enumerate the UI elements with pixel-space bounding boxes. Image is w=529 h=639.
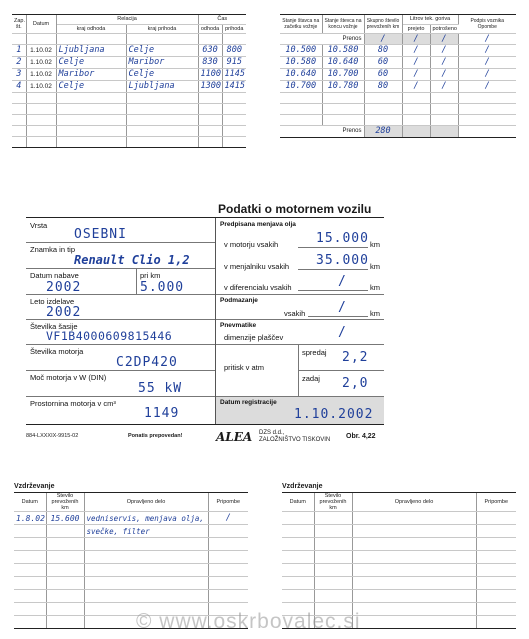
dimenzije-value: / bbox=[338, 325, 347, 340]
motor-label: Številka motorja bbox=[30, 347, 84, 356]
header-pripombe: Pripombe bbox=[476, 493, 516, 512]
total-km-cell: 60 bbox=[364, 56, 402, 68]
end-km-cell: 10.780 bbox=[322, 80, 364, 92]
header-received: prejeto bbox=[402, 24, 430, 33]
table-row bbox=[14, 525, 248, 538]
prenos-label: Prenos bbox=[280, 33, 364, 44]
prenos-sign: / bbox=[458, 33, 516, 44]
v-motorju-value: 15.000 bbox=[316, 231, 369, 246]
maint-right-table bbox=[282, 493, 516, 629]
olje-title: Predpisana menjava olja bbox=[220, 221, 296, 228]
header-end-km: Stanje števca na koncu vožnje bbox=[322, 15, 364, 33]
header-sign: Podpis voznika Opombe bbox=[458, 15, 516, 33]
header-kraj-prihoda: kraj prihoda bbox=[126, 24, 198, 33]
header-prihoda: prihoda bbox=[222, 24, 246, 33]
used-cell: / bbox=[430, 80, 458, 92]
table-row bbox=[280, 44, 516, 56]
start-km-cell: 10.500 bbox=[280, 44, 322, 56]
znamka-label: Znamka in tip bbox=[30, 245, 76, 254]
table-row bbox=[280, 80, 516, 92]
motor-value: C2DP420 bbox=[116, 355, 178, 370]
kraj-prihoda-cell: Ljubljana bbox=[126, 80, 198, 92]
sign-cell: / bbox=[458, 44, 516, 56]
pripombe-cell bbox=[208, 525, 248, 538]
v-diferencialu-value: / bbox=[338, 274, 347, 289]
leto-value: 2002 bbox=[46, 305, 82, 320]
prenos-used: / bbox=[430, 33, 458, 44]
prihod-cell: 800 bbox=[222, 44, 246, 56]
header-total-km: Skupno število prevoženih km bbox=[364, 15, 402, 33]
zadaj-value: 2,0 bbox=[342, 376, 369, 391]
prihod-cell: 915 bbox=[222, 56, 246, 68]
datum-cell: 1.10.02 bbox=[26, 56, 56, 68]
pri-km-value: 5.000 bbox=[140, 280, 185, 295]
start-km-cell: 10.640 bbox=[280, 68, 322, 80]
sign-cell: / bbox=[458, 56, 516, 68]
header-pripombe: Pripombe bbox=[208, 493, 248, 512]
datum-cell: 1.10.02 bbox=[26, 80, 56, 92]
divider bbox=[215, 218, 216, 424]
header-relacija: Relacija bbox=[56, 15, 198, 24]
datum-nabave-value: 2002 bbox=[46, 280, 82, 295]
publisher-line-1: DZS d.d., bbox=[259, 430, 285, 436]
kraj-prihoda-cell: Celje bbox=[126, 44, 198, 56]
copy-notice: Ponatis prepovedan! bbox=[128, 433, 183, 439]
total-km-cell: 80 bbox=[364, 44, 402, 56]
odhod-cell: 830 bbox=[198, 56, 222, 68]
trip-table bbox=[12, 15, 246, 148]
km-cell: 15.600 bbox=[46, 512, 84, 525]
prostornina-label: Prostornina motorja v cm³ bbox=[30, 399, 116, 408]
form-number: Obr. 4,22 bbox=[346, 433, 376, 440]
datum-cell: 1.10.02 bbox=[26, 44, 56, 56]
km-unit-3: km bbox=[370, 283, 380, 292]
maint-left-table bbox=[14, 493, 248, 629]
header-start-km: Stanje štavca na začetku vožnje bbox=[280, 15, 322, 33]
header-odhoda: odhoda bbox=[198, 24, 222, 33]
prostornina-value: 1149 bbox=[144, 406, 180, 421]
prenos-row bbox=[280, 33, 516, 44]
zap-cell: 1 bbox=[12, 44, 26, 56]
start-km-cell: 10.580 bbox=[280, 56, 322, 68]
pritisk-label: pritisk v atm bbox=[224, 363, 265, 372]
table-row bbox=[14, 512, 248, 525]
vehicle-title: Podatki o motornem vozilu bbox=[218, 202, 372, 216]
table-row bbox=[280, 56, 516, 68]
header-dela: Opravljeno delo bbox=[352, 493, 476, 512]
header-dela: Opravljeno delo bbox=[84, 493, 208, 512]
dela-cell: vedniservis, menjava olja, bbox=[84, 512, 208, 525]
end-km-cell: 10.700 bbox=[322, 68, 364, 80]
zap-cell: 2 bbox=[12, 56, 26, 68]
header-cas: Čas bbox=[198, 15, 246, 24]
form-code: 884-LXXXIX-9915-02 bbox=[26, 433, 79, 439]
v-diferencialu-label: v diferencialu vsakih bbox=[224, 283, 292, 292]
dimenzije-label: dimenzije plaščev bbox=[224, 333, 284, 342]
sign-cell: / bbox=[458, 80, 516, 92]
registracija-title: Datum registracije bbox=[220, 399, 277, 406]
km-unit-4: km bbox=[370, 309, 380, 318]
km-table-container bbox=[280, 14, 516, 138]
publisher-line-2: ZALOŽNIŠTVO TISKOVIN bbox=[259, 437, 331, 443]
moc-label: Moč motorja v W (DIN) bbox=[30, 373, 107, 382]
total-km-cell: 60 bbox=[364, 68, 402, 80]
header-datum: Datum bbox=[14, 493, 46, 512]
datum-cell bbox=[14, 525, 46, 538]
vehicle-form bbox=[26, 217, 384, 425]
prenos-bottom-label: Prenos bbox=[280, 125, 364, 137]
kraj-prihoda-cell: Celje bbox=[126, 68, 198, 80]
pri-km-label: pri km bbox=[140, 271, 161, 280]
v-motorju-label: v motorju vsakih bbox=[224, 240, 279, 249]
km-table bbox=[280, 15, 516, 138]
used-cell: / bbox=[430, 44, 458, 56]
registracija-value: 1.10.2002 bbox=[294, 407, 374, 422]
header-kraj-odhoda: kraj odhoda bbox=[56, 24, 126, 33]
received-cell: / bbox=[402, 44, 430, 56]
dela-cell: svečke, filter bbox=[84, 525, 208, 538]
trip-table-container bbox=[12, 14, 246, 148]
kraj-prihoda-cell: Maribor bbox=[126, 56, 198, 68]
v-menjalniku-value: 35.000 bbox=[316, 253, 369, 268]
header-datum: Datum bbox=[282, 493, 314, 512]
end-km-cell: 10.640 bbox=[322, 56, 364, 68]
header-used: potrošeno bbox=[430, 24, 458, 33]
vsakih-value: / bbox=[338, 300, 347, 315]
kraj-odhoda-cell: Maribor bbox=[56, 68, 126, 80]
prenos-received: / bbox=[402, 33, 430, 44]
pnevmatike-title: Pnevmatike bbox=[220, 322, 257, 329]
table-row bbox=[280, 68, 516, 80]
spredaj-label: spredaj bbox=[302, 348, 327, 357]
alea-logo: ALEA bbox=[216, 430, 253, 444]
pripombe-cell: / bbox=[208, 512, 248, 525]
maint-right-title: Vzdrževanje bbox=[282, 483, 323, 490]
odhod-cell: 1100 bbox=[198, 68, 222, 80]
publisher bbox=[259, 430, 330, 444]
maint-left-container bbox=[14, 492, 248, 629]
table-row bbox=[12, 80, 246, 92]
received-cell: / bbox=[402, 56, 430, 68]
prenos-bottom-total: 280 bbox=[364, 125, 402, 137]
datum-cell: 1.10.02 bbox=[26, 68, 56, 80]
table-row bbox=[12, 68, 246, 80]
maint-right-container bbox=[282, 492, 516, 629]
watermark: © www.oskrbovalec.si bbox=[136, 610, 361, 633]
leto-label: Leto izdelave bbox=[30, 297, 75, 306]
prenos-total: / bbox=[364, 33, 402, 44]
kraj-odhoda-cell: Ljubljana bbox=[56, 44, 126, 56]
end-km-cell: 10.580 bbox=[322, 44, 364, 56]
header-km: Število prevoženih km bbox=[314, 493, 352, 512]
sign-cell: / bbox=[458, 68, 516, 80]
zadaj-label: zadaj bbox=[302, 374, 320, 383]
sasija-value: VF1B4000609815446 bbox=[46, 329, 173, 343]
kraj-odhoda-cell: Celje bbox=[56, 56, 126, 68]
table-row bbox=[12, 56, 246, 68]
header-datum: Datum bbox=[26, 15, 56, 33]
spredaj-value: 2,2 bbox=[342, 350, 369, 365]
total-km-cell: 80 bbox=[364, 80, 402, 92]
moc-value: 55 kW bbox=[138, 381, 183, 396]
registracija-box bbox=[216, 397, 384, 424]
prenos-bottom-row bbox=[280, 125, 516, 137]
received-cell: / bbox=[402, 68, 430, 80]
kraj-odhoda-cell: Celje bbox=[56, 80, 126, 92]
datum-cell: 1.8.02 bbox=[16, 513, 45, 523]
used-cell: / bbox=[430, 56, 458, 68]
km-unit-2: km bbox=[370, 262, 380, 271]
maint-left-title: Vzdrževanje bbox=[14, 483, 55, 490]
vrsta-label: Vrsta bbox=[30, 221, 48, 230]
used-cell: / bbox=[430, 68, 458, 80]
received-cell: / bbox=[402, 80, 430, 92]
znamka-value: Renault Clio 1,2 bbox=[74, 253, 190, 267]
zap-cell: 3 bbox=[12, 68, 26, 80]
zap-cell: 4 bbox=[12, 80, 26, 92]
odhod-cell: 630 bbox=[198, 44, 222, 56]
header-fuel: Litrov tek. goriva bbox=[402, 15, 458, 24]
vsakih-label: vsakih bbox=[284, 309, 306, 318]
datum-nabave-label: Datum nabave bbox=[30, 271, 79, 280]
header-zap: Zap. št. bbox=[12, 15, 26, 33]
prihod-cell: 1145 bbox=[222, 68, 246, 80]
v-menjalniku-label: v menjalniku vsakih bbox=[224, 262, 290, 271]
prihod-cell: 1415 bbox=[222, 80, 246, 92]
table-row bbox=[12, 44, 246, 56]
vrsta-value: OSEBNI bbox=[74, 227, 127, 242]
sasija-label: Številka šasije bbox=[30, 322, 78, 331]
km-unit-1: km bbox=[370, 240, 380, 249]
start-km-cell: 10.700 bbox=[280, 80, 322, 92]
header-km: Število prevoženih km bbox=[46, 493, 84, 512]
km-cell bbox=[46, 525, 84, 538]
podmazanje-title: Podmazanje bbox=[220, 297, 258, 304]
odhod-cell: 1300 bbox=[198, 80, 222, 92]
